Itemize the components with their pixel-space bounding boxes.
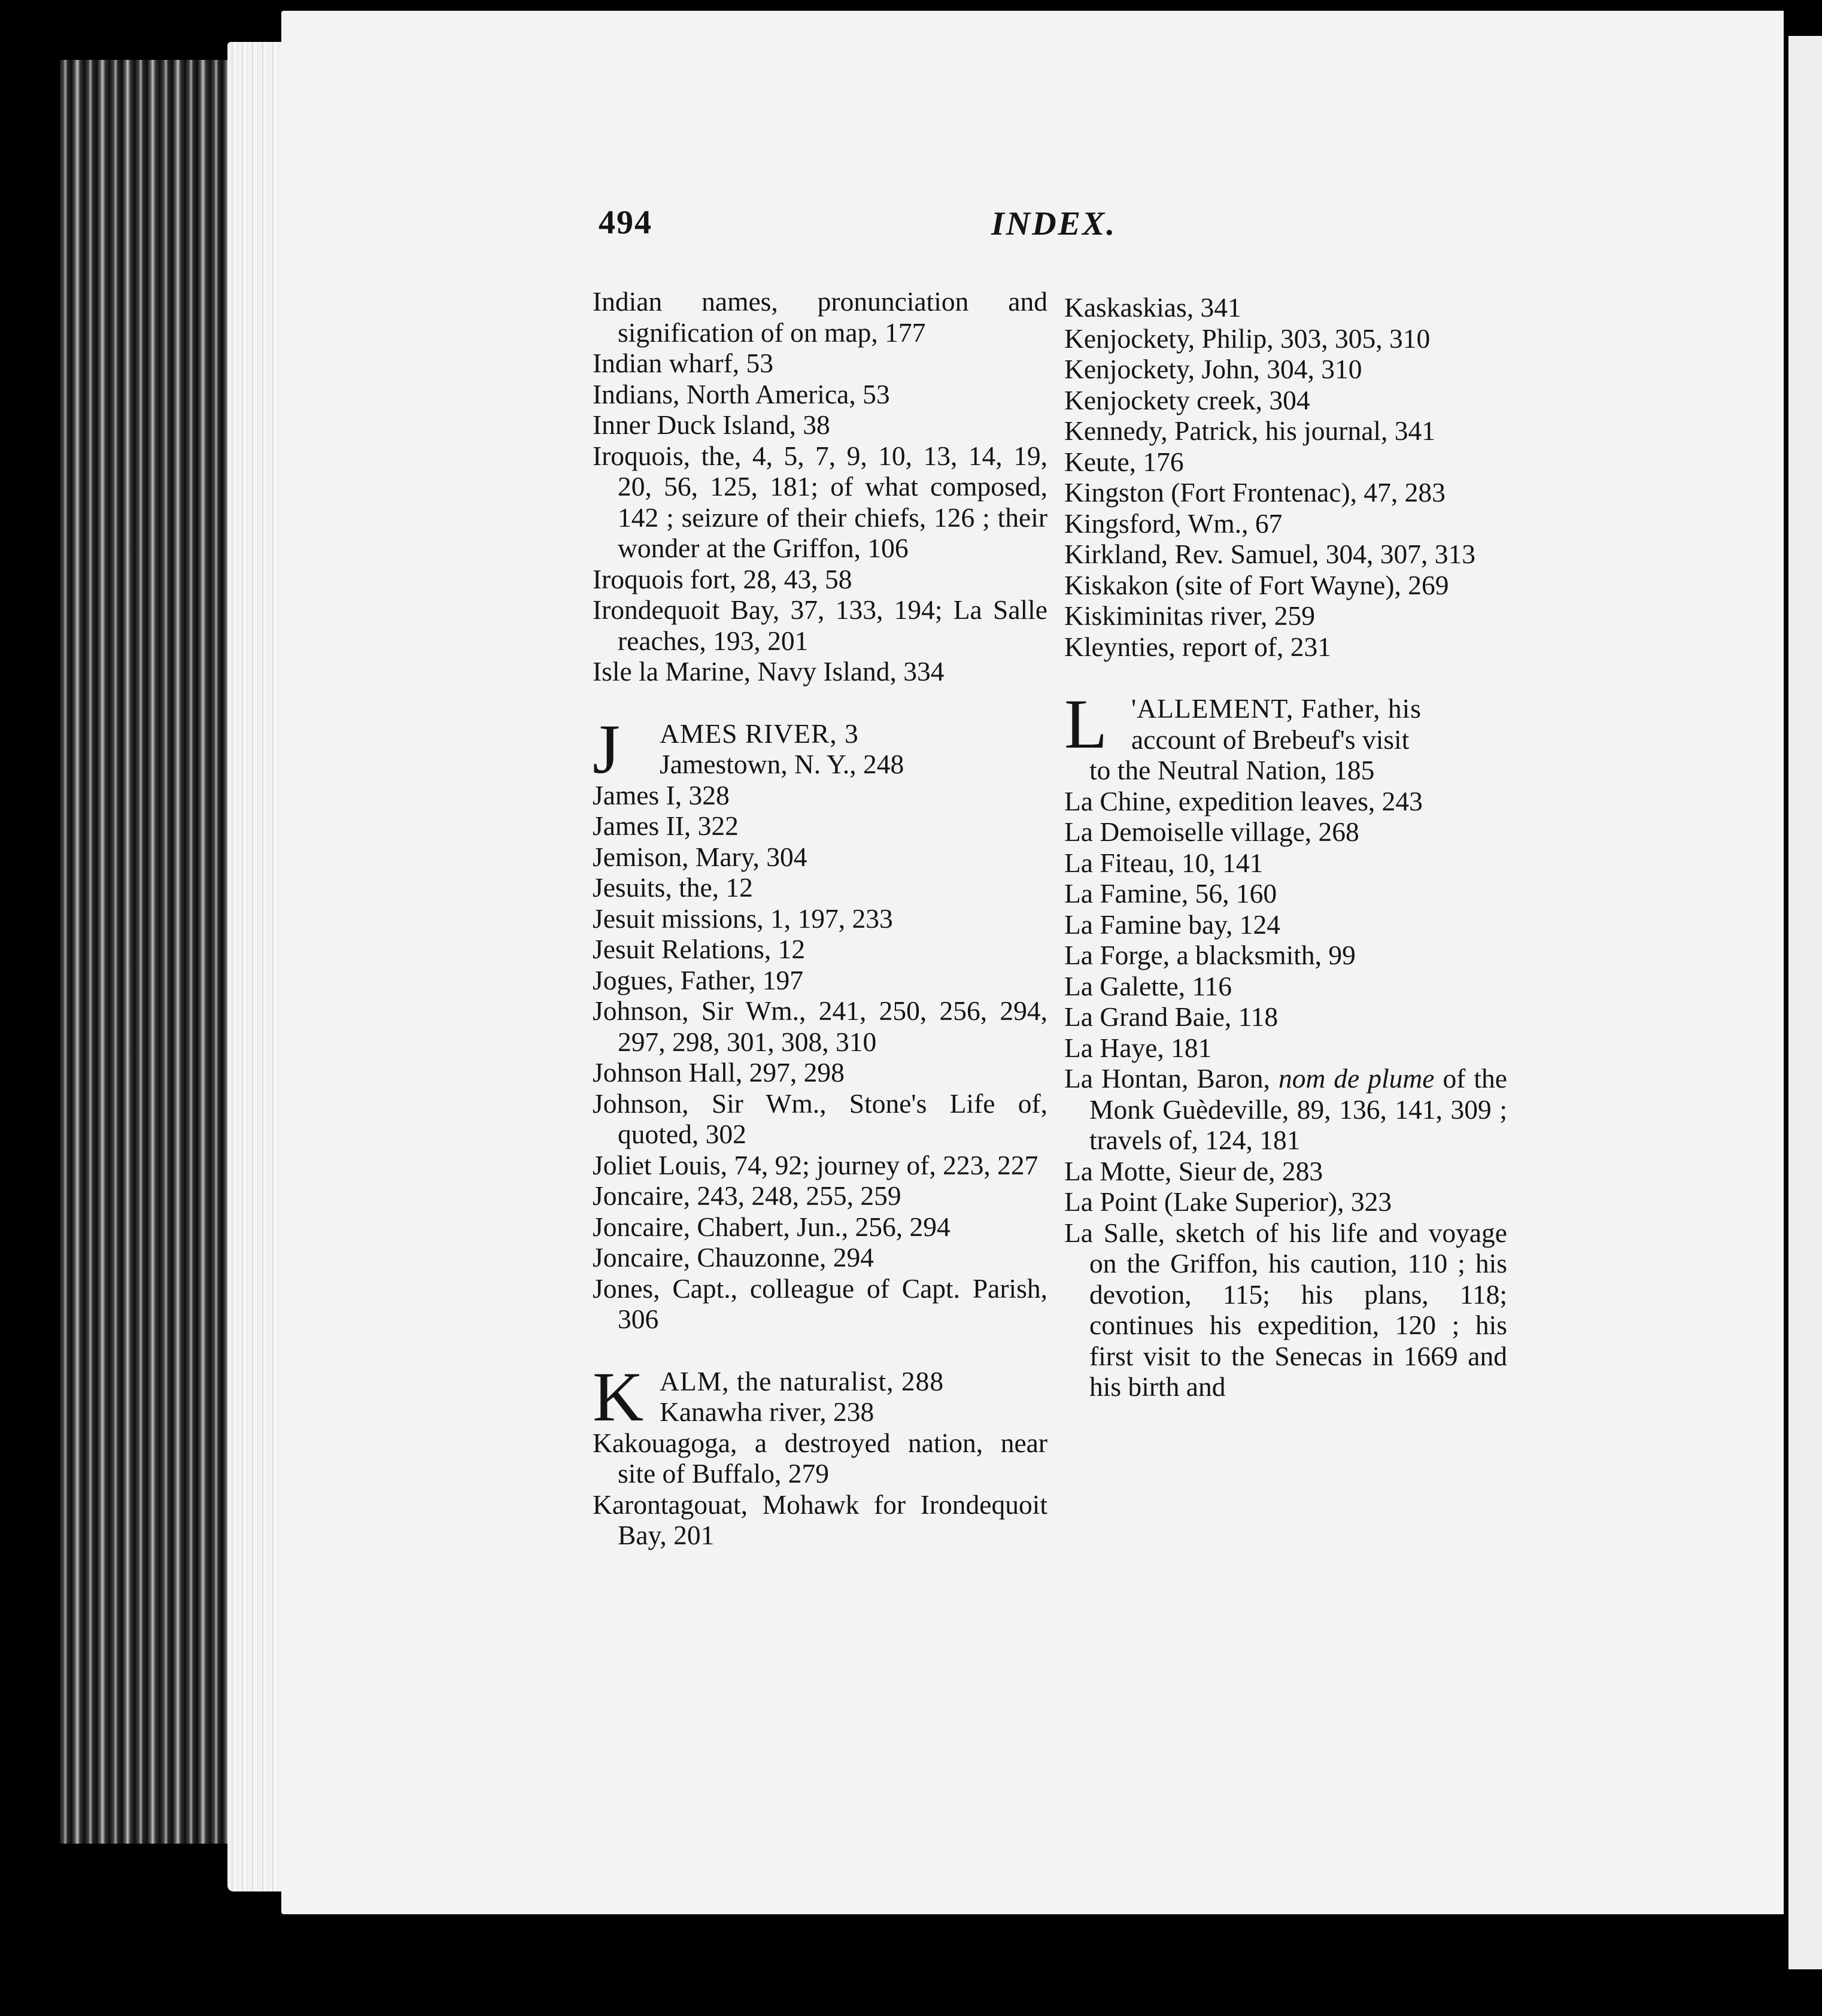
index-entry: La Haye, 181 [1064, 1032, 1212, 1063]
index-entry: Joliet Louis, 74, 92; journey of, 223, 227 [593, 1149, 1038, 1180]
left-entries-i [593, 286, 1047, 687]
section-gap [593, 687, 1047, 718]
index-entry: Jesuit missions, 1, 197, 233 [593, 903, 893, 934]
right-entries-l [1064, 786, 1507, 1064]
index-entry: La Famine bay, 124 [1064, 909, 1280, 940]
index-entry: La Famine, 56, 160 [1064, 878, 1277, 909]
index-entry: La Demoiselle village, 268 [1064, 816, 1359, 847]
index-entry: Kakouagoga, a destroyed nation, near site of Buffalo, 279 [593, 1427, 1047, 1489]
index-entry: Kennedy, Patrick, his journal, 341 [1064, 415, 1436, 446]
index-entry: Jesuits, the, 12 [593, 872, 753, 903]
section-k-heading [593, 1357, 1047, 1436]
index-entry: Johnson, Sir Wm., 241, 250, 256, 294, 297, 298, 301, 308, 310 [593, 995, 1047, 1057]
la-hontan-text: La Hontan, Baron, [1064, 1063, 1279, 1094]
section-j-line2: Jamestown, N. Y., 248 [660, 749, 904, 779]
index-entry: Indian names, pronunciation and signification of on map, 177 [593, 286, 1047, 348]
page-number: 494 [599, 204, 652, 241]
section-gap [1064, 662, 1507, 693]
section-j-line1: AMES RIVER, 3 [660, 718, 859, 749]
index-entry: Kaskaskias, 341 [1064, 292, 1241, 323]
page-header [599, 204, 1508, 257]
index-entry: Irondequoit Bay, 37, 133, 194; La Salle reaches, 193, 201 [593, 594, 1047, 656]
index-entry: Kiskakon (site of Fort Wayne), 269 [1064, 569, 1449, 600]
index-entry: La Point (Lake Superior), 323 [1064, 1186, 1392, 1217]
index-entry: La Fiteau, 10, 141 [1064, 847, 1264, 878]
section-l-line1: 'ALLEMENT, Father, his [1131, 693, 1422, 724]
index-entry: James I, 328 [593, 779, 730, 810]
index-entry: Iroquois, the, 4, 5, 7, 9, 10, 13, 14, 19, 20, 56, 125, 181; of what composed, 142 ; seizure of their chiefs, 126 ; their wonder at the Griffon, 106 [593, 440, 1047, 563]
index-entry: Jemison, Mary, 304 [593, 841, 807, 872]
index-entry: La Motte, Sieur de, 283 [1064, 1155, 1323, 1186]
left-entries-j [593, 780, 1047, 1335]
la-hontan-rest: of the Monk Guèdeville, 89, 136, 141, 309 ; travels of, 124, 181 [1089, 1063, 1507, 1155]
facing-page-edge [1785, 36, 1822, 1969]
index-entry: Kenjockety creek, 304 [1064, 384, 1310, 415]
index-entry: Kingsford, Wm., 67 [1064, 508, 1283, 539]
section-l-line2: account of Brebeuf's visit [1131, 724, 1410, 755]
index-entry: Karontagouat, Mohawk for Irondequoit Bay, 201 [593, 1489, 1047, 1550]
right-entries-l2 [1064, 1156, 1507, 1402]
section-k-line2: Kanawha river, 238 [660, 1396, 874, 1427]
index-entry: La Grand Baie, 118 [1064, 1001, 1279, 1032]
index-entry: Isle la Marine, Navy Island, 334 [593, 656, 945, 687]
index-entry: Joncaire, Chauzonne, 294 [593, 1242, 874, 1273]
index-entry: Johnson, Sir Wm., Stone's Life of, quoted, 302 [593, 1088, 1047, 1149]
index-entry-la-hontan [1064, 1063, 1507, 1156]
index-entry: Indian wharf, 53 [593, 348, 773, 378]
index-entry: Jones, Capt., colleague of Capt. Parish, 306 [593, 1273, 1047, 1334]
index-column-right [1064, 292, 1507, 1402]
index-entry: Joncaire, Chabert, Jun., 256, 294 [593, 1211, 951, 1242]
drop-cap-j: J [593, 709, 620, 788]
index-entry: Jesuit Relations, 12 [593, 934, 806, 964]
section-k-line1: ALM, the naturalist, 288 [660, 1365, 945, 1396]
index-entry: La Salle, sketch of his life and voyage on the Griffon, his caution, 110 ; his devotion, 115; his plans, 118; continues his expedition, 120 ; his first visit to the Senecas in 1669 and his birth and [1064, 1217, 1507, 1402]
drop-cap-l: L [1064, 685, 1108, 763]
section-gap [593, 1335, 1047, 1366]
page-edges-shading [60, 60, 239, 1844]
index-entry: Kenjockety, John, 304, 310 [1064, 354, 1362, 384]
index-entry: Kenjockety, Philip, 303, 305, 310 [1064, 323, 1431, 354]
left-entries-k [593, 1428, 1047, 1551]
index-entry: Indians, North America, 53 [593, 378, 890, 409]
index-entry: La Forge, a blacksmith, 99 [1064, 940, 1356, 970]
right-entries-k [1064, 292, 1507, 662]
index-entry: James II, 322 [593, 810, 739, 841]
section-l-continuation: to the Neutral Nation, 185 [1089, 755, 1375, 785]
index-entry: Kingston (Fort Frontenac), 47, 283 [1064, 477, 1446, 508]
index-entry: Kirkland, Rev. Samuel, 304, 307, 313 [1064, 539, 1476, 569]
index-entry: Iroquois fort, 28, 43, 58 [593, 563, 852, 594]
index-entry: Johnson Hall, 297, 298 [593, 1057, 845, 1088]
index-entry: Inner Duck Island, 38 [593, 409, 830, 440]
la-hontan-italic: nom de plume [1278, 1063, 1435, 1094]
index-column-left [593, 286, 1047, 1551]
section-l-heading [1064, 685, 1507, 763]
running-head: INDEX. [991, 205, 1117, 242]
index-entry: Keute, 176 [1064, 446, 1184, 477]
drop-cap-k: K [593, 1357, 644, 1436]
index-entry: La Galette, 116 [1064, 970, 1232, 1001]
section-j-heading [593, 709, 1047, 788]
index-entry: La Chine, expedition leaves, 243 [1064, 785, 1423, 816]
index-entry: Kleynties, report of, 231 [1064, 631, 1332, 662]
index-entry: Kiskiminitas river, 259 [1064, 600, 1316, 631]
index-entry: Joncaire, 243, 248, 255, 259 [593, 1180, 901, 1211]
index-entry: Jogues, Father, 197 [593, 964, 804, 995]
